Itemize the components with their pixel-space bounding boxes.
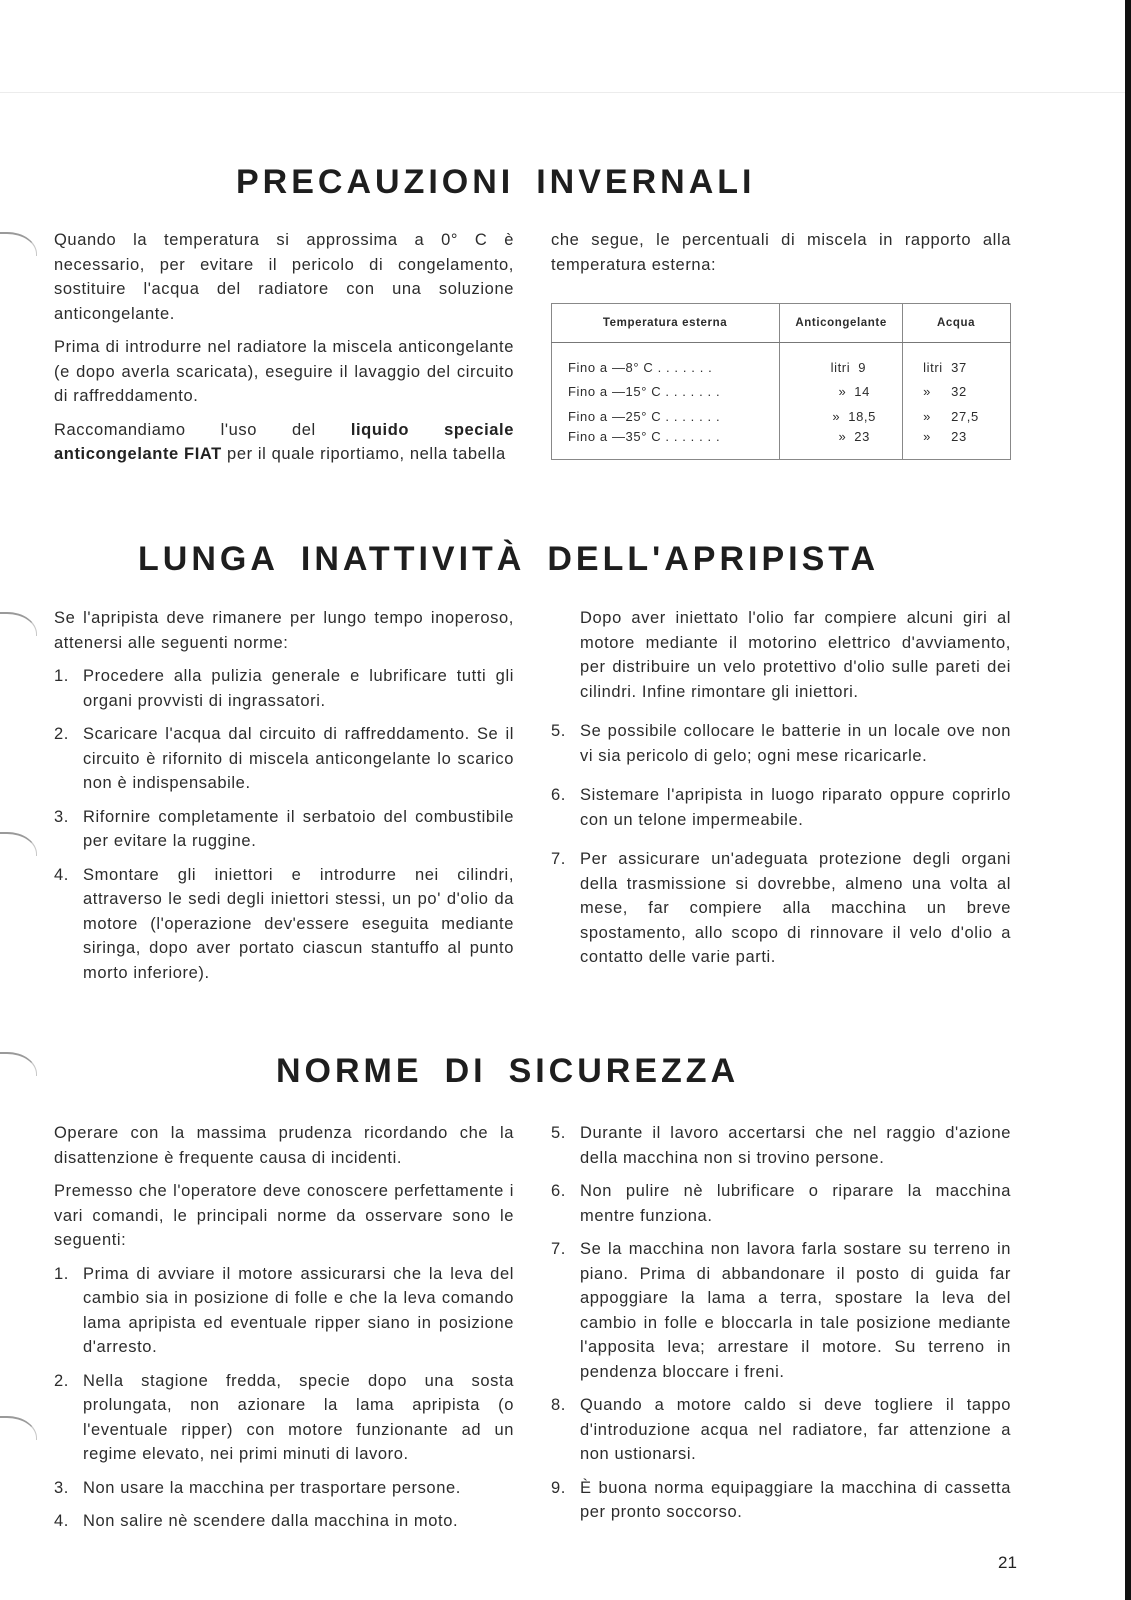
section-title-long-inactivity bbox=[138, 540, 879, 579]
paragraph: Premesso che l'operatore deve conoscere perfettamente i vari comandi, le principali norme da osservare sono le seguenti: bbox=[54, 1182, 514, 1249]
text: per il quale riportiamo, nella tabella bbox=[221, 445, 506, 463]
item-number: 9. bbox=[551, 1478, 566, 1497]
list-item bbox=[551, 1393, 1011, 1467]
water-cell bbox=[903, 380, 1011, 405]
item-text: Per assicurare un'adeguata protezione degli organi della trasmissione si dovrebbe, almeno una volta al mese, far compiere alla macchina un breve spostamento, allo scopo di rinnovare il velo d'olio a contatto delle varie parti. bbox=[580, 850, 1011, 966]
item-number: 7. bbox=[551, 850, 566, 868]
value: 32 bbox=[951, 384, 967, 400]
item-number: 1. bbox=[54, 667, 69, 685]
value: 18,5 bbox=[848, 408, 876, 424]
title-word: LUNGA bbox=[138, 540, 279, 578]
table-row bbox=[552, 380, 1011, 405]
water-cell bbox=[903, 429, 1011, 460]
scan-top-edge bbox=[0, 92, 1125, 93]
title-word: NORME bbox=[276, 1052, 423, 1090]
water-cell bbox=[903, 355, 1011, 380]
text: Raccomandiamo l'uso del bbox=[54, 420, 351, 439]
title-word: DELL'APRIPISTA bbox=[547, 540, 880, 578]
list-item bbox=[551, 1121, 1011, 1170]
item-number: 2. bbox=[54, 1371, 69, 1390]
section-title-safety-rules bbox=[276, 1052, 739, 1091]
item-continuation: Dopo aver iniettato l'olio far compiere alcuni giri al motore mediante il motorino elettrico d'avviamento, per distribuire un velo protettivo d'olio sulle pareti dei cilindri. Infine rimontare gli iniettori. bbox=[580, 609, 1011, 701]
antifreeze-table bbox=[551, 303, 1011, 460]
list-item bbox=[551, 1237, 1011, 1384]
binder-hole-mark bbox=[0, 232, 37, 256]
temperature-cell: Fino a —8° C . . . . . . . bbox=[552, 355, 780, 380]
safety-right-column bbox=[551, 1121, 1011, 1534]
item-text: Durante il lavoro accertarsi che nel raggio d'azione della macchina non si trovino persone. bbox=[580, 1124, 1011, 1167]
title-word: INVERNALI bbox=[536, 163, 756, 201]
list-item bbox=[54, 1476, 514, 1501]
title-word: SICUREZZA bbox=[508, 1052, 740, 1090]
item-number: 4. bbox=[54, 1512, 69, 1530]
paragraph: Quando la temperatura si approssima a 0° C è necessario, per evitare il pericolo di congelamento, sostituire l'acqua del radiatore con una soluzione anticongelante. bbox=[54, 231, 514, 323]
table-header-row bbox=[552, 304, 1011, 343]
list-item bbox=[551, 1476, 1011, 1525]
safety-left-column bbox=[54, 1121, 514, 1543]
list-item bbox=[54, 664, 514, 713]
value: 9 bbox=[858, 359, 867, 375]
list-item bbox=[54, 863, 514, 986]
column-header: Temperatura esterna bbox=[552, 304, 780, 343]
item-number: 3. bbox=[54, 807, 69, 826]
unit: » bbox=[923, 428, 931, 444]
item-text: Rifornire completamente il serbatoio del combustibile per evitare la ruggine. bbox=[83, 807, 514, 850]
product-name: liquido speciale anticongelante FIAT bbox=[54, 420, 514, 463]
value: 27,5 bbox=[951, 408, 979, 424]
unit: » bbox=[923, 384, 931, 400]
list-item bbox=[551, 847, 1011, 970]
winter-left-column bbox=[54, 228, 514, 476]
winter-right-column bbox=[551, 228, 1011, 286]
binder-hole-mark bbox=[0, 832, 37, 856]
binder-hole-mark bbox=[0, 1052, 37, 1076]
page-number: 21 bbox=[998, 1553, 1017, 1572]
unit: » bbox=[838, 384, 847, 400]
item-text: Non salire nè scendere dalla macchina in moto. bbox=[83, 1512, 459, 1530]
table-row bbox=[552, 355, 1011, 380]
paragraph: Operare con la massima prudenza ricordando che la disattenzione è frequente causa di incidenti. bbox=[54, 1124, 514, 1167]
list-item bbox=[54, 1509, 514, 1534]
list-item bbox=[54, 805, 514, 854]
binder-hole-mark bbox=[0, 1416, 37, 1440]
item-number: 3. bbox=[54, 1478, 69, 1497]
title-word: INATTIVITÀ bbox=[300, 540, 526, 578]
unit: » bbox=[923, 408, 931, 424]
inactivity-left-column bbox=[54, 606, 514, 994]
item-number: 6. bbox=[551, 1182, 566, 1200]
binder-hole-mark bbox=[0, 612, 37, 636]
item-text: Nella stagione fredda, specie dopo una sosta prolungata, non azionare la lama apripista (o l'eventuale ripper) con motore funzionante ad un regime elevato, nei primi minuti di lavoro. bbox=[83, 1371, 514, 1463]
list-item bbox=[54, 1262, 514, 1360]
title-word: PRECAUZIONI bbox=[236, 163, 515, 201]
paragraph: Se l'apripista deve rimanere per lungo tempo inoperoso, attenersi alle seguenti norme: bbox=[54, 609, 514, 652]
table-row bbox=[552, 429, 1011, 460]
item-number: 5. bbox=[551, 1124, 566, 1142]
item-number: 7. bbox=[551, 1240, 566, 1258]
item-number: 2. bbox=[54, 725, 69, 743]
list-item bbox=[551, 783, 1011, 832]
antifreeze-cell bbox=[780, 355, 903, 380]
list-item bbox=[54, 722, 514, 796]
unit: » bbox=[832, 408, 841, 424]
list-item bbox=[551, 1179, 1011, 1228]
item-text: Non pulire nè lubrificare o riparare la macchina mentre funziona. bbox=[580, 1182, 1011, 1225]
item-number: 4. bbox=[54, 865, 69, 884]
value: 14 bbox=[854, 384, 870, 400]
item-number: 1. bbox=[54, 1264, 69, 1283]
item-number: 8. bbox=[551, 1396, 566, 1414]
item-number: 6. bbox=[551, 786, 566, 804]
table-row bbox=[552, 404, 1011, 429]
item-text: È buona norma equipaggiare la macchina di cassetta per pronto soccorso. bbox=[580, 1478, 1011, 1521]
paragraph: che segue, le percentuali di miscela in rapporto alla temperatura esterna: bbox=[551, 231, 1011, 274]
unit: » bbox=[838, 428, 847, 444]
water-cell bbox=[903, 404, 1011, 429]
item-text: Se la macchina non lavora farla sostare su terreno in piano. Prima di abbandonare il posto di guida far appoggiare la lama a terra, spostare la leva del cambio in folle e bloccarla in tale posizione mediante l'apposita leva; arrestare il motore. Su terreno in pendenza bloccare i freni. bbox=[580, 1240, 1011, 1381]
column-header: Acqua bbox=[903, 304, 1011, 343]
item-text: Prima di avviare il motore assicurarsi che la leva del cambio sia in posizione di folle e che la leva comando lama apripista ed eventuale ripper siano in posizione d'arresto. bbox=[83, 1264, 514, 1356]
list-item bbox=[551, 719, 1011, 768]
unit: litri bbox=[923, 359, 943, 375]
section-title-winter-precautions bbox=[236, 163, 755, 202]
temperature-cell: Fino a —25° C . . . . . . . bbox=[552, 404, 780, 429]
unit: litri bbox=[830, 359, 851, 375]
inactivity-right-column bbox=[551, 606, 1011, 979]
temperature-cell: Fino a —15° C . . . . . . . bbox=[552, 380, 780, 405]
item-text: Quando a motore caldo si deve togliere il tappo d'introduzione acqua nel radiatore, far attenzione a non ustionarsi. bbox=[580, 1396, 1011, 1463]
item-text: Procedere alla pulizia generale e lubrificare tutti gli organi provvisti di ingrassatori. bbox=[83, 667, 514, 710]
item-text: Sistemare l'apripista in luogo riparato oppure coprirlo con un telone impermeabile. bbox=[580, 786, 1011, 829]
value: 37 bbox=[951, 359, 967, 375]
antifreeze-cell bbox=[780, 380, 903, 405]
item-text: Smontare gli iniettori e introdurre nei cilindri, attraverso le sedi degli iniettori stessi, un po' d'olio da motore (l'operazione dev'essere eseguita mediante siringa, dopo aver portato ciascun stantuffo al punto morto inferiore). bbox=[83, 865, 514, 982]
value: 23 bbox=[854, 428, 870, 444]
value: 23 bbox=[951, 428, 967, 444]
paragraph-recommendation bbox=[54, 418, 514, 467]
temperature-cell: Fino a —35° C . . . . . . . bbox=[552, 429, 780, 460]
item-text: Non usare la macchina per trasportare persone. bbox=[83, 1478, 461, 1497]
title-word: DI bbox=[444, 1052, 487, 1090]
antifreeze-cell bbox=[780, 429, 903, 460]
item-text: Se possibile collocare le batterie in un locale ove non vi sia pericolo di gelo; ogni mese ricaricarle. bbox=[580, 722, 1011, 765]
paragraph: Prima di introdurre nel radiatore la miscela anticongelante (e dopo averla scaricata), eseguire il lavaggio del circuito di raffreddamento. bbox=[54, 338, 514, 405]
item-number: 5. bbox=[551, 722, 566, 740]
page-edge-shadow bbox=[1125, 0, 1131, 1600]
list-item bbox=[54, 1369, 514, 1467]
item-text: Scaricare l'acqua dal circuito di raffreddamento. Se il circuito è rifornito di miscela anticongelante lo scarico non è indispensabile. bbox=[83, 725, 514, 792]
antifreeze-cell bbox=[780, 404, 903, 429]
column-header: Anticongelante bbox=[780, 304, 903, 343]
